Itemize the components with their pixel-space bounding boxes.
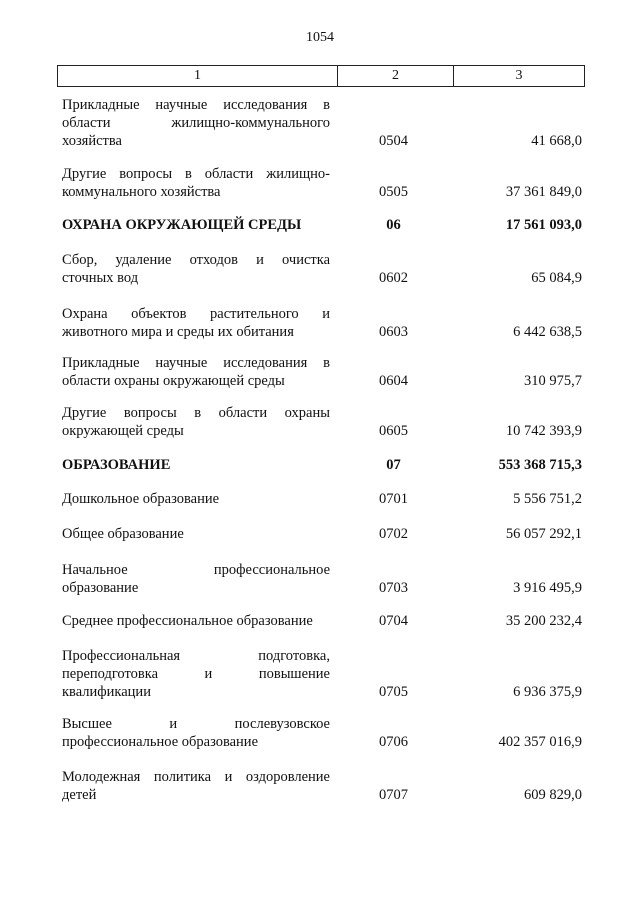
row-name-line: Дошкольное образование: [62, 491, 220, 507]
row-code: 0504: [379, 133, 408, 149]
row-name: [62, 456, 330, 474]
row-name-line: сточных вод: [62, 270, 139, 286]
header-col-2: 2: [338, 66, 454, 86]
row-name-line: животного мира и среды их обитания: [62, 324, 294, 340]
row-name: [62, 612, 330, 630]
header-col-1: 1: [58, 66, 338, 86]
row-code: 06: [386, 217, 401, 233]
row-amount: 553 368 715,3: [498, 457, 582, 473]
row-amount: 310 975,7: [524, 373, 582, 389]
row-amount: 35 200 232,4: [505, 613, 582, 629]
row-name-line: Начальное профессиональное: [62, 562, 330, 578]
row-code: 0604: [379, 373, 408, 389]
row-name-line: Прикладные научные исследования в: [62, 97, 330, 113]
row-name: [62, 165, 330, 201]
row-amount: 10 742 393,9: [505, 423, 582, 439]
row-name-line: Среднее профессиональное образование: [62, 613, 313, 629]
row-name-line: Охрана объектов растительного и: [62, 306, 330, 322]
row-amount: 37 361 849,0: [505, 184, 582, 200]
row-name-line: Другие вопросы в области охраны: [62, 405, 330, 421]
row-name: [62, 96, 330, 150]
row-name-line: переподготовка и повышение: [62, 666, 330, 682]
row-name-line: образование: [62, 580, 139, 596]
row-amount: 41 668,0: [531, 133, 582, 149]
row-name-line: Прикладные научные исследования в: [62, 355, 330, 371]
row-code: 0505: [379, 184, 408, 200]
header-col-3: 3: [515, 68, 523, 83]
row-name-line: хозяйства: [62, 133, 122, 149]
row-name-line: области жилищно-коммунального: [62, 115, 330, 131]
row-code: 0603: [379, 324, 408, 340]
row-name-line: Профессиональная подготовка,: [62, 648, 330, 664]
row-name: [62, 715, 330, 751]
row-code: 0707: [379, 787, 408, 803]
row-name-line: ОХРАНА ОКРУЖАЮЩЕЙ СРЕДЫ: [62, 217, 302, 233]
row-code: 0602: [379, 270, 408, 286]
row-code: 0706: [379, 734, 408, 750]
row-name: [62, 525, 330, 543]
row-name-line: Другие вопросы в области жилищно-: [62, 166, 330, 182]
row-name-line: Молодежная политика и оздоровление: [62, 769, 330, 785]
row-amount: 17 561 093,0: [505, 217, 582, 233]
row-amount: 6 936 375,9: [513, 684, 582, 700]
row-name: [62, 490, 330, 508]
row-amount: 5 556 751,2: [513, 491, 582, 507]
row-amount: 402 357 016,9: [498, 734, 582, 750]
row-code: 0705: [379, 684, 408, 700]
row-code: 0704: [379, 613, 408, 629]
row-name-line: ОБРАЗОВАНИЕ: [62, 457, 171, 473]
row-name-line: окружающей среды: [62, 423, 184, 439]
row-name: [62, 251, 330, 287]
row-code: 07: [386, 457, 401, 473]
row-code: 0605: [379, 423, 408, 439]
row-name: [62, 305, 330, 341]
row-name-line: Высшее и послевузовское: [62, 716, 330, 732]
row-name-line: квалификации: [62, 684, 151, 700]
row-code: 0701: [379, 491, 408, 507]
row-amount: 6 442 638,5: [513, 324, 582, 340]
row-name-line: коммунального хозяйства: [62, 184, 221, 200]
row-name-line: Сбор, удаление отходов и очистка: [62, 252, 330, 268]
row-name-line: области охраны окружающей среды: [62, 373, 285, 389]
row-name: [62, 561, 330, 597]
row-name-line: профессиональное образование: [62, 734, 259, 750]
row-amount: 56 057 292,1: [505, 526, 582, 542]
row-name-line: детей: [62, 787, 97, 803]
table-header: [57, 65, 585, 87]
row-amount: 3 916 495,9: [513, 580, 582, 596]
row-name: [62, 354, 330, 390]
page-number: 1054: [306, 30, 334, 45]
row-name: [62, 404, 330, 440]
row-name: [62, 768, 330, 804]
row-amount: 609 829,0: [524, 787, 582, 803]
row-name-line: Общее образование: [62, 526, 184, 542]
row-code: 0703: [379, 580, 408, 596]
row-name: [62, 216, 330, 234]
row-code: 0702: [379, 526, 408, 542]
row-amount: 65 084,9: [531, 270, 582, 286]
row-name: [62, 647, 330, 701]
